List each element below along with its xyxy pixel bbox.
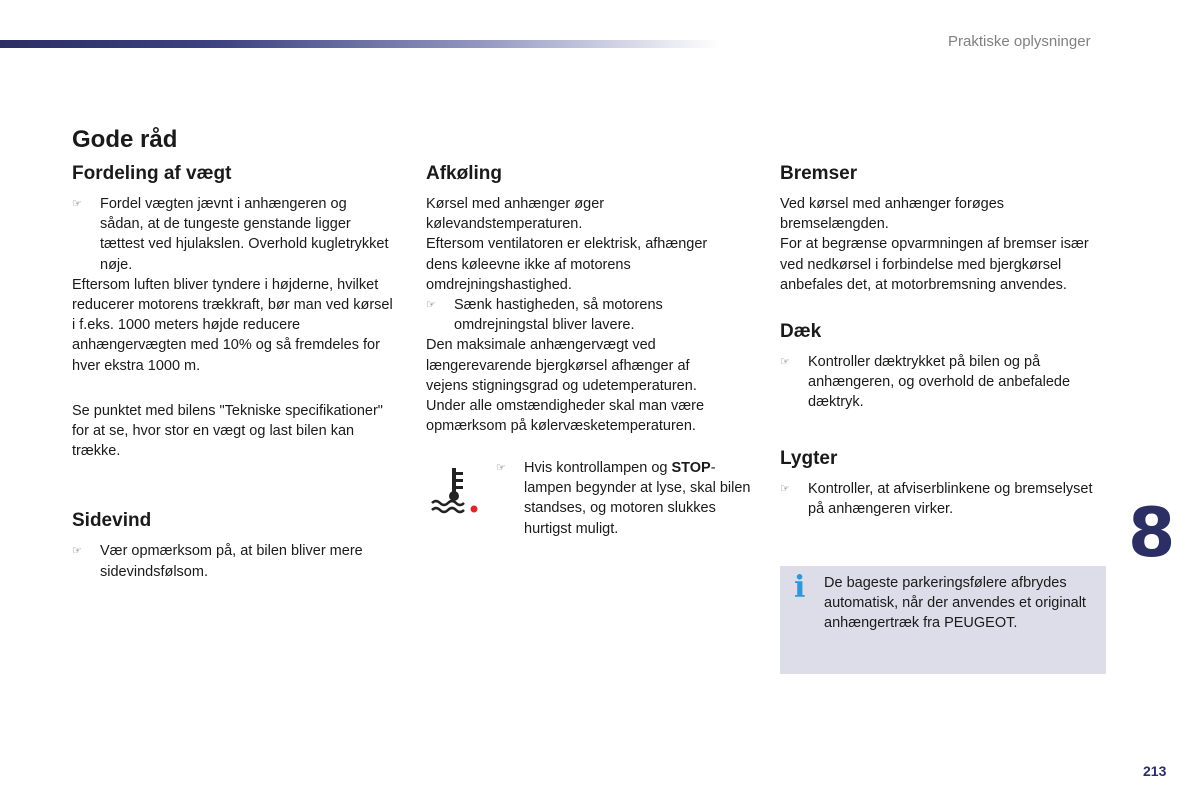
paragraph-technical-specs: Se punktet med bilens "Tekniske specifikationer" for at se, hvor stor en vægt og last bilen kan trække. <box>72 402 383 460</box>
section-label: Praktiske oplysninger <box>948 33 1091 50</box>
bullet-lights <box>780 479 1106 519</box>
column-cooling <box>426 162 726 436</box>
heading-lights: Lygter <box>780 447 838 469</box>
paragraph-cooling-1: Kørsel med anhænger øger kølevandstemperaturen. <box>426 196 605 233</box>
bullet-tyres <box>780 352 1106 413</box>
page-number: 213 <box>1143 763 1167 779</box>
heading-brakes: Bremser <box>780 163 858 184</box>
bullet-crosswind <box>72 541 394 581</box>
chapter-number: 8 <box>1128 494 1176 573</box>
heading-weight-distribution: Fordeling af vægt <box>72 163 232 184</box>
bullet-text: Fordel vægten jævnt i anhængeren og sådan, at de tungeste genstande ligger tættest ved hjulakslen. Overhold kugletrykket nøje. <box>100 196 389 273</box>
page-title: Gode råd <box>72 126 178 153</box>
header-gradient-bar <box>0 40 720 48</box>
pointing-hand-icon: ☞ <box>72 545 82 558</box>
bullet-text: Vær opmærksom på, at bilen bliver mere sidevindsfølsom. <box>100 543 363 580</box>
info-box <box>780 566 1106 674</box>
paragraph-brakes-1: Ved kørsel med anhænger forøges bremselængden. <box>780 196 1005 233</box>
warning-text-pre: Hvis kontrollampen og <box>524 460 672 476</box>
info-text: De bageste parkeringsfølere afbrydes automatisk, når der anvendes et originalt anhængertræk fra PEUGEOT. <box>824 575 1086 632</box>
pointing-hand-icon: ☞ <box>496 462 506 474</box>
warning-text-post: -lampen begynder at lyse, skal bilen standses, og motoren slukkes hurtigst muligt. <box>524 460 751 537</box>
heading-cooling: Afkøling <box>426 163 502 184</box>
paragraph-cooling-2: Eftersom ventilatoren er elektrisk, afhænger dens køleevne ikke af motorens omdrejningshastighed. <box>426 236 708 293</box>
column-brakes <box>780 162 1106 519</box>
bullet-text: Sænk hastigheden, så motorens omdrejningstal bliver lavere. <box>454 297 663 334</box>
paragraph-altitude: Eftersom luften bliver tyndere i højderne, hvilket reducerer motorens trækkraft, bør man ved kørsel i f.eks. 1000 meters højde reducere anhængervægten med 10% og så fremdeles for hver ekstra 1000 m. <box>72 276 393 374</box>
info-icon: i <box>794 570 806 605</box>
pointing-hand-icon: ☞ <box>72 198 82 210</box>
warning-text-stop: STOP <box>671 460 711 476</box>
bullet-text: Kontroller, at afviserblinkene og bremselyset på anhængeren virker. <box>808 480 1093 517</box>
pointing-hand-icon: ☞ <box>426 299 436 312</box>
heading-crosswind: Sidevind <box>72 510 152 532</box>
paragraph-cooling-4: Under alle omstændigheder skal man være opmærksom på kølervæsketemperaturen. <box>426 398 705 435</box>
bullet-weight <box>72 194 394 275</box>
paragraph-cooling-3: Den maksimale anhængervægt ved længerevarende bjergkørsel afhænger af vejens stigningsgrad og udetemperaturen. <box>426 337 697 394</box>
pointing-hand-icon: ☞ <box>780 356 790 369</box>
coolant-temperature-warning-icon <box>428 466 480 514</box>
column-weight <box>72 162 394 582</box>
pointing-hand-icon: ☞ <box>780 482 790 495</box>
bullet-cooling <box>426 295 726 335</box>
paragraph-brakes-2: For at begrænse opvarmningen af bremser især ved nedkørsel i forbindelse med bjergkørsel anbefales det, at motorbremsning anvendes. <box>780 236 1089 293</box>
bullet-text: Kontroller dæktrykket på bilen og på anhængeren, og overhold de anbefalede dæktryk. <box>808 354 1071 411</box>
heading-tyres: Dæk <box>780 321 822 343</box>
warning-bullet <box>496 458 756 539</box>
